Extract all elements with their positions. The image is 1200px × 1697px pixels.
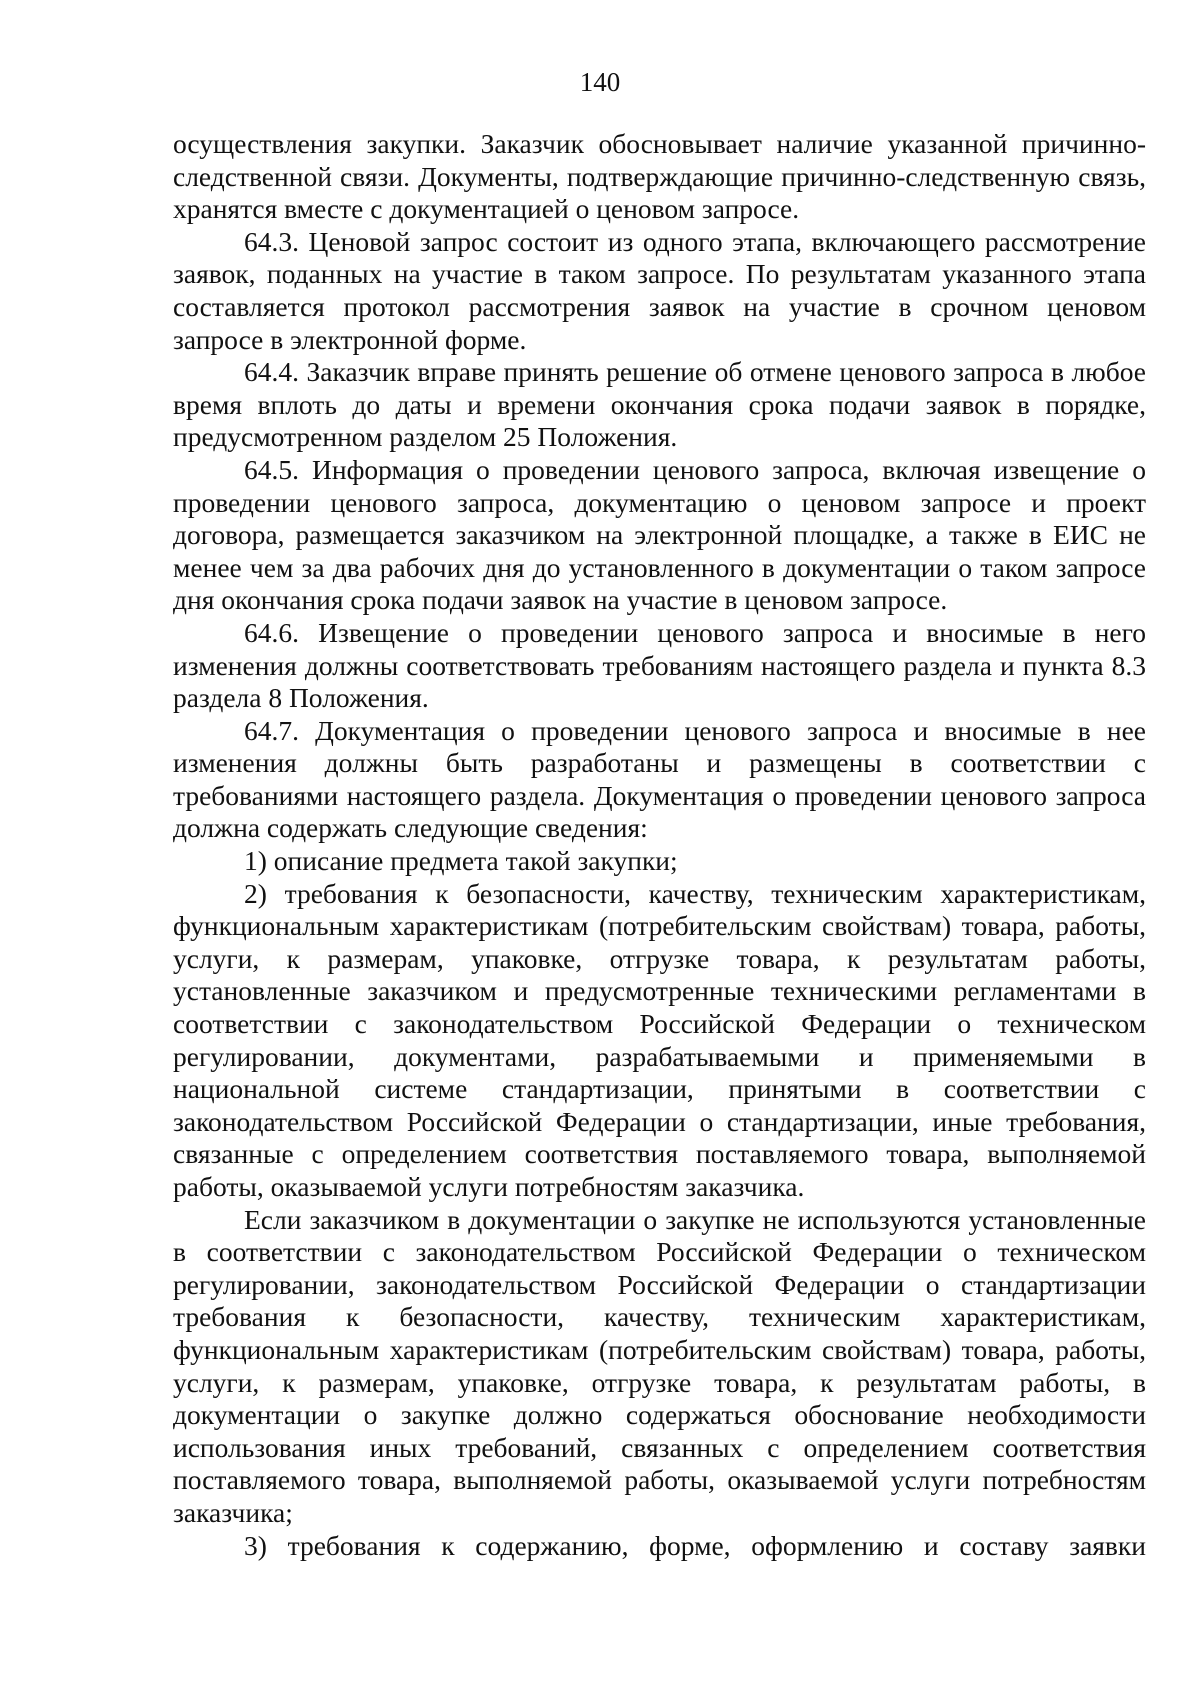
paragraph-64-5: 64.5. Информация о проведении ценового запроса, включая извещение о проведении ценового запроса, документацию о ценовом запросе и проект договора, размещается заказчиком на электронной площадке, а также в ЕИС не менее чем за два рабочих дня до установленного в документации о таком запросе дня окончания срока подачи заявок на участие в ценовом запросе. (173, 453, 1146, 616)
list-item-2: 2) требования к безопасности, качеству, техническим характеристикам, функциональным характеристикам (потребительским свойствам) товара, работы, услуги, к размерам, упаковке, отгрузке товара, к результатам работы, установленные заказчиком и предусмотренные техническими регламентами в соответствии с законодательством Российской Федерации о техническом регулировании, документами, разрабатываемыми и применяемыми в национальной системе стандартизации, принятыми в соответствии с законодательством Российской Федерации о стандартизации, иные требования, связанные с определением соответствия поставляемого товара, выполняемой работы, оказываемой услуги потребностям заказчика. (173, 877, 1146, 1202)
document-body (173, 128, 1146, 1562)
paragraph-64-6: 64.6. Извещение о проведении ценового запроса и вносимые в него изменения должны соответствовать требованиям настоящего раздела и пункта 8.3 раздела 8 Положения. (173, 616, 1146, 714)
paragraph-64-3: 64.3. Ценовой запрос состоит из одного этапа, включающего рассмотрение заявок, поданных на участие в таком запросе. По результатам указанного этапа составляется протокол рассмотрения заявок на участие в срочном ценовом запросе в электронной форме. (173, 225, 1146, 355)
list-item-3: 3) требования к содержанию, форме, оформлению и составу заявки (244, 1529, 1146, 1561)
paragraph-64-7: 64.7. Документация о проведении ценового запроса и вносимые в нее изменения должны быть разработаны и размещены в соответствии с требованиями настоящего раздела. Документация о проведении ценового запроса должна содержать следующие сведения: (173, 714, 1146, 844)
page-number: 140 (579, 67, 621, 97)
list-item-1: 1) описание предмета такой закупки; (244, 845, 678, 877)
paragraph-if-customer: Если заказчиком в документации о закупке не используются установленные в соответствии с законодательством Российской Федерации о техническом регулировании, законодательством Российской Федерации о стандартизации требования к безопасности, качеству, техническим характеристикам, функциональным характеристикам (потребительским свойствам) товара, работы, услуги, к размерам, упаковке, отгрузке товара, к результатам работы, в документации о закупке должно содержаться обоснование необходимости использования иных требований, связанных с определением соответствия поставляемого товара, выполняемой работы, оказываемой услуги потребностям заказчика; (173, 1203, 1146, 1528)
paragraph-continuation: осуществления закупки. Заказчик обосновывает наличие указанной причинно-следственной связи. Документы, подтверждающие причинно-следственную связь, хранятся вместе с документацией о ценовом запросе. (173, 128, 1146, 225)
paragraph-64-4: 64.4. Заказчик вправе принять решение об отмене ценового запроса в любое время вплоть до даты и времени окончания срока подачи заявок в порядке, предусмотренном разделом 25 Положения. (173, 356, 1146, 453)
